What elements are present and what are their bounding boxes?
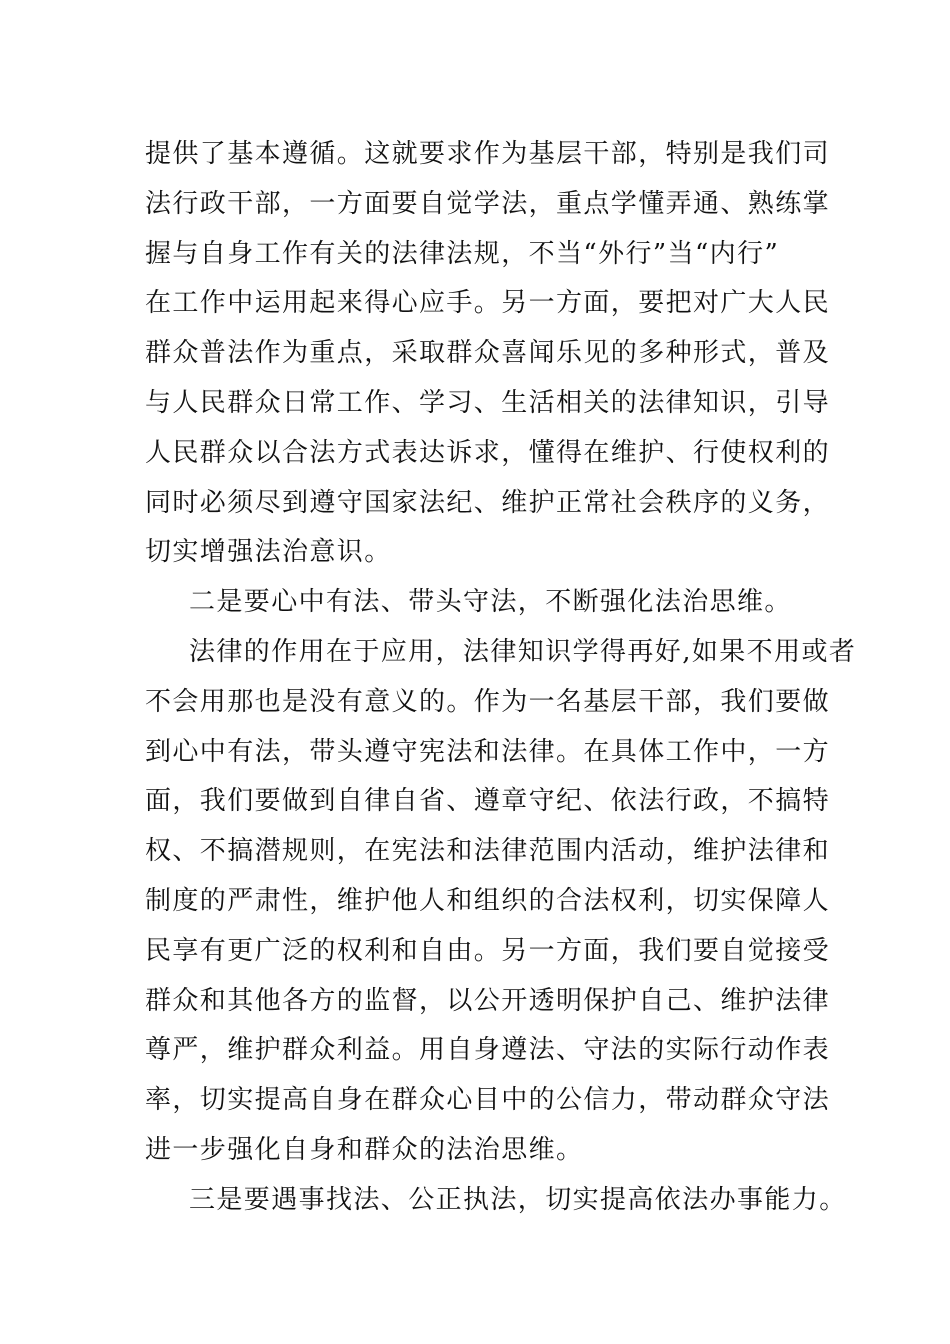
- text-line: 率，切实提高自身在群众心目中的公信力，带动群众守法: [145, 1085, 831, 1116]
- text-line: 面，我们要做到自律自省、遵章守纪、依法行政，不搞特: [145, 786, 831, 817]
- text-line: 与人民群众日常工作、学习、生活相关的法律知识，引导: [145, 387, 831, 418]
- text-line: 同时必须尽到遵守国家法纪、维护正常社会秩序的义务，: [145, 487, 831, 518]
- text-line: 三是要遇事找法、公正执法，切实提高依法办事能力。: [189, 1184, 847, 1215]
- text-line: 提供了基本遵循。这就要求作为基层干部，特别是我们司: [145, 139, 831, 169]
- text-line: 法律的作用在于应用，法律知识学得再好,如果不用或者: [189, 636, 857, 667]
- text-line: 法行政干部，一方面要自觉学法，重点学懂弄通、熟练掌: [145, 188, 831, 219]
- text-line: 制度的严肃性，维护他人和组织的合法权利，切实保障人: [145, 885, 831, 916]
- document-page: [145, 130, 857, 1226]
- text-line: 权、不搞潜规则，在宪法和法律范围内活动，维护法律和: [145, 836, 831, 867]
- text-line: 到心中有法，带头遵守宪法和法律。在具体工作中，一方: [145, 736, 831, 767]
- text-line: 切实增强法治意识。: [145, 537, 392, 568]
- text-line: 尊严，维护群众利益。用自身遵法、守法的实际行动作表: [145, 1035, 831, 1066]
- text-line: 握与自身工作有关的法律法规，不当“外行”当“内行”: [145, 238, 780, 269]
- text-line: 进一步强化自身和群众的法治思维。: [145, 1134, 584, 1165]
- text-line: 在工作中运用起来得心应手。另一方面，要把对广大人民: [145, 288, 831, 319]
- text-line: 不会用那也是没有意义的。作为一名基层干部，我们要做: [145, 686, 831, 717]
- text-line: 民享有更广泛的权利和自由。另一方面，我们要自觉接受: [145, 935, 831, 966]
- text-line: 二是要心中有法、带头守法，不断强化法治思维。: [189, 587, 792, 618]
- text-line: 群众普法作为重点，采取群众喜闻乐见的多种形式，普及: [145, 338, 831, 369]
- text-line: 群众和其他各方的监督，以公开透明保护自己、维护法律: [145, 985, 831, 1016]
- text-line: 人民群众以合法方式表达诉求，懂得在维护、行使权利的: [145, 437, 831, 468]
